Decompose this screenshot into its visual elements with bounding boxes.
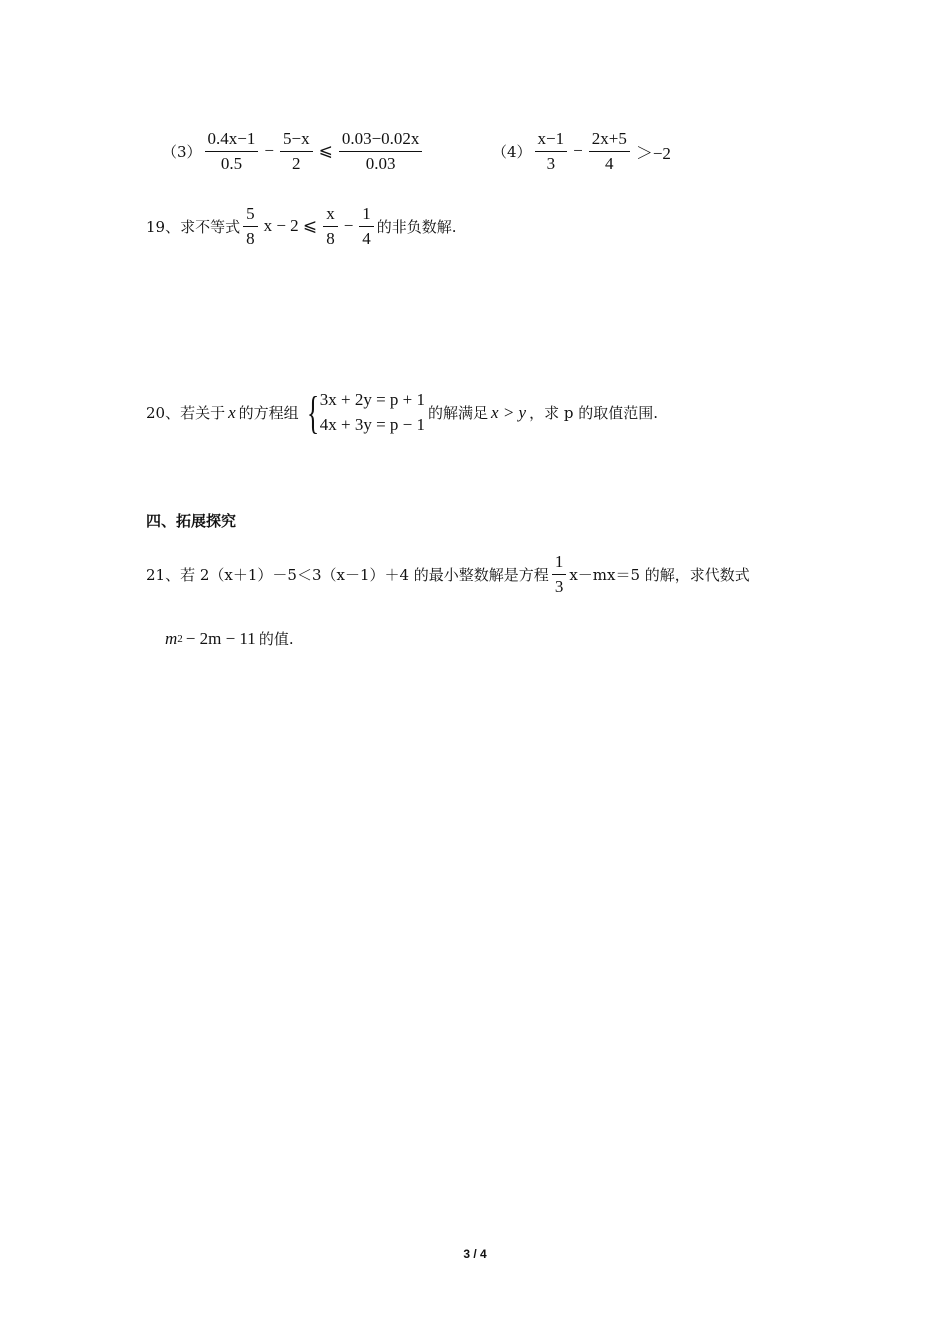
fraction: $\frac{x}{8}$ bbox=[323, 205, 338, 248]
equation-system: { 3x + 2y = p + 1 4x + 3y = p − 1 bbox=[306, 386, 426, 438]
label: （3） bbox=[162, 142, 202, 161]
fraction: $\frac{0.4x-1}{0.5}$ bbox=[205, 130, 259, 173]
fraction: $\frac{x-1}{3}$ bbox=[535, 130, 568, 173]
problem-19: 19、求不等式 $\frac{5}{8}$ x − 2 ⩽ $\frac{x}{8}$ − $\frac{1}{4}$ 的非负数解. bbox=[146, 204, 457, 248]
problem-18-4: （4） $\frac{x-1}{3}$ − $\frac{2x+5}{4}$ ＞−2 bbox=[492, 129, 671, 173]
brace: { bbox=[306, 386, 319, 438]
problem-21: 21、若 2（x＋1）－5＜3（x－1）＋4 的最小整数解是方程 $\frac{1}{3}$ x－mx＝5 的解，求代数式 bbox=[146, 552, 750, 596]
fraction: $\frac{0.03-0.02x}{0.03}$ bbox=[339, 130, 423, 173]
fraction: $\frac{2x+5}{4}$ bbox=[589, 130, 630, 173]
fraction: $\frac{5}{8}$ bbox=[243, 205, 258, 248]
label: （4） bbox=[492, 142, 532, 161]
page-number: 3 / 4 bbox=[463, 1247, 487, 1261]
problem-21-expression: m 2 − 2m − 11 的值. bbox=[165, 628, 294, 648]
problem-20: 20、若关于 x 的方程组 { 3x + 2y = p + 1 4x + 3y = p − 1 的解满足 x > y ，求 p 的取值范围. bbox=[146, 386, 659, 438]
section-heading: 四、拓展探究 bbox=[146, 512, 237, 530]
fraction: $\frac{1}{3}$ bbox=[552, 553, 567, 596]
problem-18-3: （3） $\frac{0.4x-1}{0.5}$ − $\frac{5-x}{2}$ ⩽ $\frac{0.03-0.02x}{0.03}$ bbox=[162, 130, 425, 173]
fraction: $\frac{1}{4}$ bbox=[359, 205, 374, 248]
fraction: $\frac{5-x}{2}$ bbox=[280, 130, 313, 173]
